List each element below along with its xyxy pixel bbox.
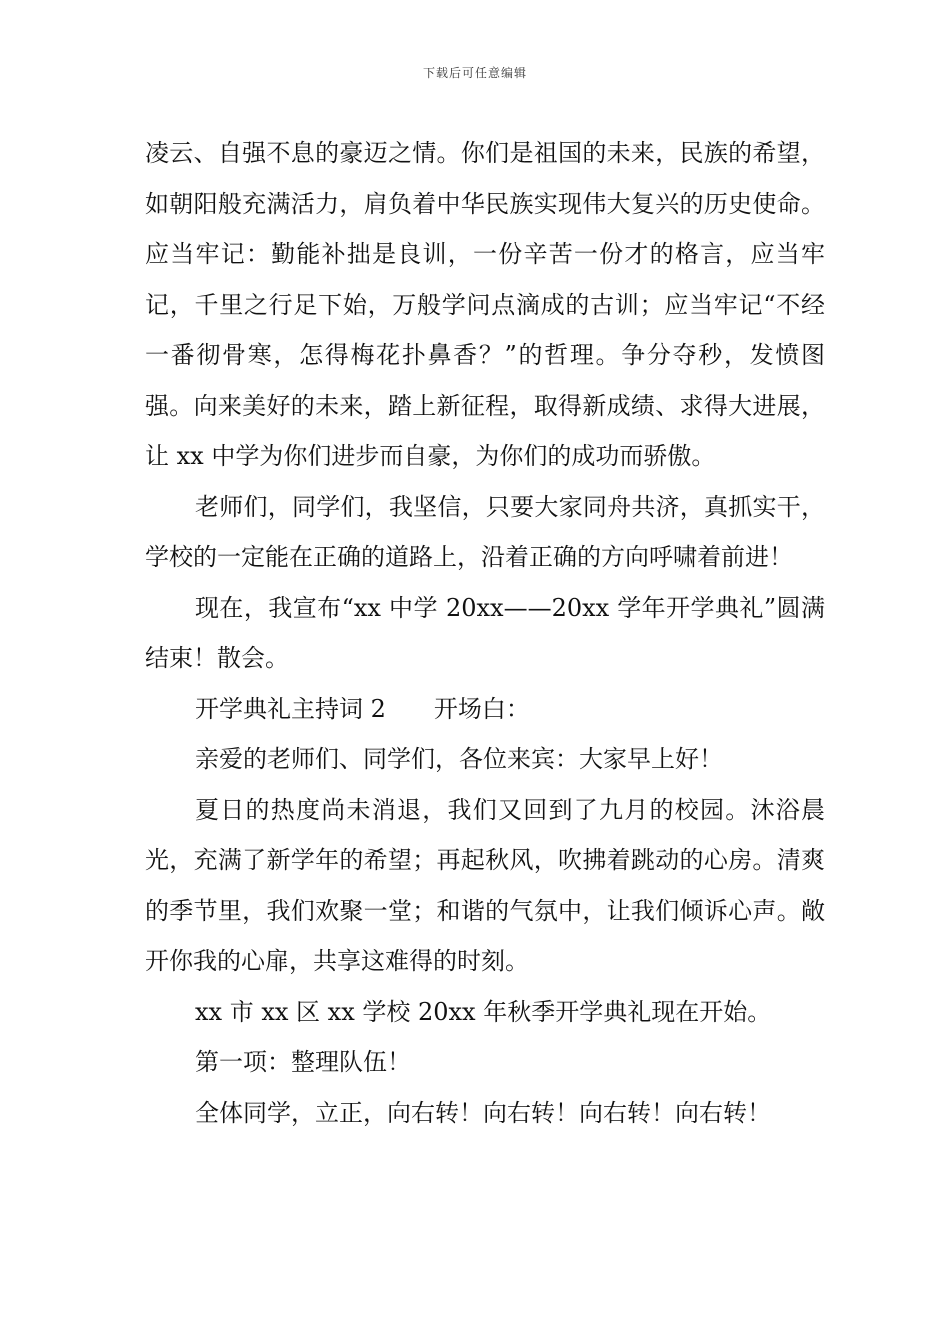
paragraph-5: 夏日的热度尚未消退，我们又回到了九月的校园。沐浴晨光，充满了新学年的希望；再起秋风，吹拂着跳动的心房。清爽的季节里，我们欢聚一堂；和谐的气氛中，让我们倾诉心声。敞开你我的心扉，共享这难得的时刻。 <box>145 795 825 975</box>
paragraph-3: 现在，我宣布“xx 中学 20xx——20xx 学年开学典礼”圆满结束！散会。 <box>145 593 825 672</box>
paragraph-greeting: 亲爱的老师们、同学们，各位来宾：大家早上好！ <box>195 745 723 773</box>
section-title: 开学典礼主持词 2 <box>195 694 386 723</box>
page-header: 下载后可任意编辑 <box>422 66 527 80</box>
paragraph-1: 凌云、自强不息的豪迈之情。你们是祖国的未来，民族的希望，如朝阳般充满活力，肩负着中华民族实现伟大复兴的历史使命。应当牢记：勤能补拙是良训，一份辛苦一份才的格言，应当牢记，千里之行足下始，万般学问点滴成的古训；应当牢记“不经一番彻骨寒，怎得梅花扑鼻香？”的哲理。争分夺秒，发愤图强。向来美好的未来，踏上新征程，取得新成绩、求得大进展，让 xx 中学为你们进步而自豪，为你们的成功而骄傲。 <box>145 139 825 470</box>
section-title-line <box>145 684 825 735</box>
paragraph-7: 第一项：整理队伍！ <box>195 1048 411 1076</box>
document-body <box>145 128 825 1138</box>
paragraph-6: xx 市 xx 区 xx 学校 20xx 年秋季开学典礼现在开始。 <box>195 997 772 1026</box>
paragraph-8: 全体同学，立正，向右转！向右转！向右转！向右转！ <box>195 1098 771 1127</box>
opening-label: 开场白： <box>433 694 530 723</box>
paragraph-2: 老师们，同学们，我坚信，只要大家同舟共济，真抓实干，学校的一定能在正确的道路上，沿着正确的方向呼啸着前进！ <box>145 492 825 571</box>
